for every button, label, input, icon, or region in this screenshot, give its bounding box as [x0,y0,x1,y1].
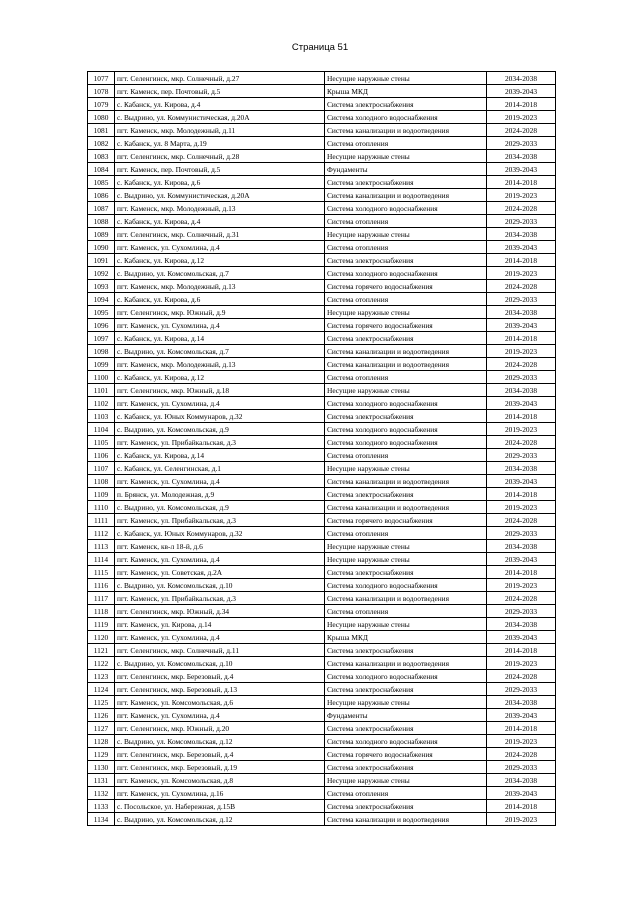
work-type-cell: Система горячего водоснабжения [325,748,487,761]
row-number: 1106 [88,449,115,462]
row-number: 1099 [88,358,115,371]
register-table [87,71,556,826]
work-type-cell: Несущие наружные стены [325,696,487,709]
period-cell: 2034-2038 [487,774,556,787]
row-number: 1117 [88,592,115,605]
period-cell: 2024-2028 [487,202,556,215]
work-type-cell: Система отопления [325,293,487,306]
address-cell: пгт. Селенгинск, мкр. Березовый, д.4 [115,670,325,683]
table-row [88,475,556,488]
period-cell: 2014-2018 [487,722,556,735]
table-row [88,85,556,98]
row-number: 1126 [88,709,115,722]
address-cell: с. Кабанск, ул. Кирова, д.6 [115,293,325,306]
row-number: 1134 [88,813,115,826]
work-type-cell: Фундаменты [325,709,487,722]
row-number: 1090 [88,241,115,254]
address-cell: с. Кабанск, ул. Селенгинская, д.1 [115,462,325,475]
period-cell: 2039-2043 [487,85,556,98]
work-type-cell: Система отопления [325,605,487,618]
address-cell: пгт. Каменск, ул. Прибайкальская, д.3 [115,436,325,449]
address-cell: с. Кабанск, ул. Кирова, д.12 [115,254,325,267]
work-type-cell: Система канализации и водоотведения [325,345,487,358]
period-cell: 2039-2043 [487,631,556,644]
work-type-cell: Система отопления [325,371,487,384]
row-number: 1085 [88,176,115,189]
period-cell: 2014-2018 [487,254,556,267]
address-cell: пгт. Селенгинск, мкр. Березовый, д.13 [115,683,325,696]
table-row [88,410,556,423]
period-cell: 2019-2023 [487,501,556,514]
address-cell: пгт. Каменск, мкр. Молодежный, д.13 [115,358,325,371]
row-number: 1124 [88,683,115,696]
row-number: 1120 [88,631,115,644]
address-cell: с. Выдрино, ул. Комсомольская, д.10 [115,579,325,592]
period-cell: 2024-2028 [487,280,556,293]
work-type-cell: Система отопления [325,449,487,462]
table-row [88,579,556,592]
work-type-cell: Система электроснабжения [325,761,487,774]
table-row [88,137,556,150]
period-cell: 2034-2038 [487,150,556,163]
address-cell: с. Выдрино, ул. Комсомольская, д.12 [115,735,325,748]
row-number: 1131 [88,774,115,787]
table-row [88,202,556,215]
work-type-cell: Фундаменты [325,163,487,176]
row-number: 1092 [88,267,115,280]
work-type-cell: Система канализации и водоотведения [325,592,487,605]
period-cell: 2029-2033 [487,683,556,696]
table-row [88,332,556,345]
row-number: 1094 [88,293,115,306]
address-cell: пгт. Каменск, ул. Сухомлина, д.4 [115,397,325,410]
table-row [88,163,556,176]
row-number: 1083 [88,150,115,163]
address-cell: пгт. Селенгинск, мкр. Южный, д.18 [115,384,325,397]
work-type-cell: Несущие наружные стены [325,72,487,85]
table-row [88,397,556,410]
period-cell: 2014-2018 [487,332,556,345]
period-cell: 2014-2018 [487,98,556,111]
table-row [88,384,556,397]
address-cell: пгт. Каменск, мкр. Молодежный, д.11 [115,124,325,137]
address-cell: с. Кабанск, ул. Кирова, д.4 [115,215,325,228]
address-cell: пгт. Селенгинск, мкр. Южный, д.9 [115,306,325,319]
row-number: 1129 [88,748,115,761]
period-cell: 2034-2038 [487,540,556,553]
period-cell: 2024-2028 [487,358,556,371]
address-cell: с. Кабанск, ул. Юных Коммунаров, д.32 [115,527,325,540]
address-cell: с. Кабанск, ул. 8 Марта, д.19 [115,137,325,150]
row-number: 1128 [88,735,115,748]
period-cell: 2029-2033 [487,215,556,228]
row-number: 1114 [88,553,115,566]
period-cell: 2014-2018 [487,488,556,501]
period-cell: 2034-2038 [487,696,556,709]
work-type-cell: Система отопления [325,527,487,540]
address-cell: пгт. Каменск, ул. Сухомлина, д.4 [115,241,325,254]
address-cell: с. Выдрино, ул. Коммунистическая, д.20А [115,189,325,202]
row-number: 1125 [88,696,115,709]
address-cell: пгт. Каменск, пер. Почтовый, д.5 [115,163,325,176]
work-type-cell: Система горячего водоснабжения [325,280,487,293]
row-number: 1086 [88,189,115,202]
table-row [88,280,556,293]
table-row [88,644,556,657]
table-row [88,566,556,579]
table-row [88,748,556,761]
period-cell: 2029-2033 [487,761,556,774]
work-type-cell: Несущие наружные стены [325,540,487,553]
row-number: 1096 [88,319,115,332]
address-cell: с. Выдрино, ул. Коммунистическая, д.20А [115,111,325,124]
address-cell: с. Выдрино, ул. Комсомольская, д.7 [115,267,325,280]
table-row [88,657,556,670]
period-cell: 2019-2023 [487,111,556,124]
address-cell: пгт. Селенгинск, мкр. Березовый, д.4 [115,748,325,761]
period-cell: 2014-2018 [487,566,556,579]
table-row [88,813,556,826]
work-type-cell: Несущие наружные стены [325,150,487,163]
work-type-cell: Несущие наружные стены [325,774,487,787]
period-cell: 2039-2043 [487,553,556,566]
work-type-cell: Система канализации и водоотведения [325,189,487,202]
row-number: 1102 [88,397,115,410]
address-cell: пгт. Селенгинск, мкр. Южный, д.34 [115,605,325,618]
address-cell: с. Выдрино, ул. Комсомольская, д.7 [115,345,325,358]
address-cell: пгт. Каменск, ул. Сухомлина, д.4 [115,319,325,332]
row-number: 1098 [88,345,115,358]
table-row [88,254,556,267]
row-number: 1088 [88,215,115,228]
table-row [88,553,556,566]
row-number: 1119 [88,618,115,631]
address-cell: с. Кабанск, ул. Кирова, д.6 [115,176,325,189]
work-type-cell: Система электроснабжения [325,800,487,813]
row-number: 1100 [88,371,115,384]
row-number: 1101 [88,384,115,397]
address-cell: с. Выдрино, ул. Комсомольская, д.9 [115,501,325,514]
row-number: 1103 [88,410,115,423]
row-number: 1084 [88,163,115,176]
row-number: 1107 [88,462,115,475]
period-cell: 2024-2028 [487,436,556,449]
period-cell: 2034-2038 [487,228,556,241]
period-cell: 2039-2043 [487,397,556,410]
address-cell: пгт. Каменск, пер. Почтовый, д.5 [115,85,325,98]
row-number: 1077 [88,72,115,85]
period-cell: 2034-2038 [487,618,556,631]
table-row [88,98,556,111]
work-type-cell: Система холодного водоснабжения [325,735,487,748]
address-cell: с. Кабанск, ул. Кирова, д.14 [115,332,325,345]
work-type-cell: Система холодного водоснабжения [325,397,487,410]
row-number: 1105 [88,436,115,449]
table-row [88,423,556,436]
address-cell: с. Выдрино, ул. Комсомольская, д.12 [115,813,325,826]
address-cell: пгт. Каменск, ул. Сухомлина, д.16 [115,787,325,800]
work-type-cell: Система канализации и водоотведения [325,657,487,670]
table-row [88,72,556,85]
row-number: 1112 [88,527,115,540]
work-type-cell: Несущие наружные стены [325,306,487,319]
row-number: 1087 [88,202,115,215]
period-cell: 2029-2033 [487,527,556,540]
period-cell: 2024-2028 [487,514,556,527]
table-row [88,189,556,202]
address-cell: пгт. Селенгинск, мкр. Березовый, д.19 [115,761,325,774]
row-number: 1109 [88,488,115,501]
work-type-cell: Система холодного водоснабжения [325,579,487,592]
row-number: 1104 [88,423,115,436]
table-row [88,683,556,696]
table-row [88,176,556,189]
row-number: 1097 [88,332,115,345]
table-row [88,293,556,306]
work-type-cell: Система электроснабжения [325,488,487,501]
period-cell: 2019-2023 [487,345,556,358]
address-cell: пгт. Селенгинск, мкр. Солнечный, д.11 [115,644,325,657]
register-table-body [88,72,556,826]
address-cell: п. Брянск, ул. Молодежная, д.9 [115,488,325,501]
address-cell: пгт. Селенгинск, мкр. Солнечный, д.27 [115,72,325,85]
period-cell: 2034-2038 [487,306,556,319]
period-cell: 2019-2023 [487,813,556,826]
work-type-cell: Несущие наружные стены [325,384,487,397]
period-cell: 2019-2023 [487,735,556,748]
work-type-cell: Система холодного водоснабжения [325,670,487,683]
period-cell: 2039-2043 [487,787,556,800]
address-cell: пгт. Каменск, ул. Прибайкальская, д.3 [115,514,325,527]
row-number: 1082 [88,137,115,150]
period-cell: 2019-2023 [487,423,556,436]
address-cell: пгт. Каменск, ул. Сухомлина, д.4 [115,475,325,488]
work-type-cell: Несущие наружные стены [325,228,487,241]
row-number: 1115 [88,566,115,579]
address-cell: пгт. Каменск, ул. Комсомольская, д.6 [115,696,325,709]
work-type-cell: Система электроснабжения [325,566,487,579]
work-type-cell: Система электроснабжения [325,98,487,111]
address-cell: с. Кабанск, ул. Кирова, д.14 [115,449,325,462]
period-cell: 2014-2018 [487,176,556,189]
address-cell: пгт. Каменск, ул. Сухомлина, д.4 [115,631,325,644]
address-cell: пгт. Каменск, ул. Кирова, д.14 [115,618,325,631]
work-type-cell: Система горячего водоснабжения [325,514,487,527]
work-type-cell: Система холодного водоснабжения [325,423,487,436]
work-type-cell: Система холодного водоснабжения [325,202,487,215]
table-row [88,696,556,709]
row-number: 1093 [88,280,115,293]
row-number: 1116 [88,579,115,592]
work-type-cell: Система отопления [325,137,487,150]
table-row [88,150,556,163]
table-row [88,345,556,358]
table-row [88,241,556,254]
work-type-cell: Система канализации и водоотведения [325,124,487,137]
table-row [88,449,556,462]
address-cell: с. Выдрино, ул. Комсомольская, д.10 [115,657,325,670]
row-number: 1113 [88,540,115,553]
table-row [88,267,556,280]
period-cell: 2034-2038 [487,72,556,85]
period-cell: 2034-2038 [487,462,556,475]
table-row [88,228,556,241]
work-type-cell: Система отопления [325,787,487,800]
row-number: 1080 [88,111,115,124]
period-cell: 2024-2028 [487,748,556,761]
address-cell: с. Посольское, ул. Набережная, д.15В [115,800,325,813]
address-cell: пгт. Каменск, мкр. Молодежный, д.13 [115,202,325,215]
work-type-cell: Система электроснабжения [325,410,487,423]
work-type-cell: Система канализации и водоотведения [325,501,487,514]
address-cell: пгт. Каменск, мкр. Молодежный, д.13 [115,280,325,293]
period-cell: 2029-2033 [487,449,556,462]
table-row [88,371,556,384]
work-type-cell: Система отопления [325,241,487,254]
table-row [88,514,556,527]
work-type-cell: Система холодного водоснабжения [325,267,487,280]
page-title: Страница 51 [291,42,349,53]
row-number: 1108 [88,475,115,488]
period-cell: 2039-2043 [487,475,556,488]
work-type-cell: Несущие наружные стены [325,553,487,566]
row-number: 1089 [88,228,115,241]
work-type-cell: Крыша МКД [325,85,487,98]
row-number: 1121 [88,644,115,657]
address-cell: с. Выдрино, ул. Комсомольская, д.9 [115,423,325,436]
work-type-cell: Несущие наружные стены [325,462,487,475]
address-cell: пгт. Каменск, кв-л 18-й, д.6 [115,540,325,553]
table-row [88,800,556,813]
work-type-cell: Система электроснабжения [325,332,487,345]
work-type-cell: Система холодного водоснабжения [325,111,487,124]
row-number: 1111 [88,514,115,527]
work-type-cell: Система отопления [325,215,487,228]
period-cell: 2014-2018 [487,644,556,657]
work-type-cell: Система электроснабжения [325,683,487,696]
row-number: 1132 [88,787,115,800]
table-row [88,735,556,748]
work-type-cell: Система канализации и водоотведения [325,475,487,488]
period-cell: 2014-2018 [487,800,556,813]
table-row [88,670,556,683]
row-number: 1081 [88,124,115,137]
table-row [88,709,556,722]
row-number: 1079 [88,98,115,111]
period-cell: 2039-2043 [487,709,556,722]
row-number: 1110 [88,501,115,514]
address-cell: пгт. Селенгинск, мкр. Солнечный, д.28 [115,150,325,163]
period-cell: 2019-2023 [487,267,556,280]
row-number: 1118 [88,605,115,618]
period-cell: 2014-2018 [487,410,556,423]
work-type-cell: Система канализации и водоотведения [325,358,487,371]
table-row [88,618,556,631]
table-row [88,436,556,449]
work-type-cell: Крыша МКД [325,631,487,644]
work-type-cell: Система горячего водоснабжения [325,319,487,332]
work-type-cell: Система электроснабжения [325,722,487,735]
row-number: 1130 [88,761,115,774]
table-row [88,488,556,501]
address-cell: пгт. Каменск, ул. Прибайкальская, д.3 [115,592,325,605]
period-cell: 2029-2033 [487,293,556,306]
work-type-cell: Система электроснабжения [325,176,487,189]
work-type-cell: Несущие наружные стены [325,618,487,631]
table-row [88,592,556,605]
period-cell: 2024-2028 [487,592,556,605]
table-row [88,631,556,644]
table-row [88,501,556,514]
table-row [88,761,556,774]
period-cell: 2019-2023 [487,657,556,670]
row-number: 1133 [88,800,115,813]
address-cell: пгт. Каменск, ул. Сухомлина, д.4 [115,553,325,566]
row-number: 1091 [88,254,115,267]
row-number: 1122 [88,657,115,670]
period-cell: 2024-2028 [487,124,556,137]
work-type-cell: Система электроснабжения [325,644,487,657]
period-cell: 2034-2038 [487,384,556,397]
row-number: 1078 [88,85,115,98]
table-row [88,111,556,124]
address-cell: пгт. Селенгинск, мкр. Южный, д.20 [115,722,325,735]
table-row [88,358,556,371]
work-type-cell: Система холодного водоснабжения [325,436,487,449]
table-row [88,787,556,800]
table-row [88,540,556,553]
table-row [88,527,556,540]
period-cell: 2024-2028 [487,670,556,683]
work-type-cell: Система электроснабжения [325,254,487,267]
address-cell: пгт. Селенгинск, мкр. Солнечный, д.31 [115,228,325,241]
period-cell: 2019-2023 [487,189,556,202]
table-row [88,722,556,735]
table-row [88,462,556,475]
table-row [88,306,556,319]
work-type-cell: Система канализации и водоотведения [325,813,487,826]
address-cell: с. Кабанск, ул. Кирова, д.12 [115,371,325,384]
period-cell: 2029-2033 [487,137,556,150]
period-cell: 2039-2043 [487,163,556,176]
period-cell: 2039-2043 [487,319,556,332]
period-cell: 2019-2023 [487,579,556,592]
row-number: 1127 [88,722,115,735]
row-number: 1123 [88,670,115,683]
period-cell: 2029-2033 [487,605,556,618]
row-number: 1095 [88,306,115,319]
address-cell: пгт. Каменск, ул. Сухомлина, д.4 [115,709,325,722]
table-row [88,215,556,228]
address-cell: с. Кабанск, ул. Кирова, д.4 [115,98,325,111]
table-row [88,319,556,332]
period-cell: 2039-2043 [487,241,556,254]
address-cell: с. Кабанск, ул. Юных Коммунаров, д.32 [115,410,325,423]
address-cell: пгт. Каменск, ул. Комсомольская, д.8 [115,774,325,787]
table-row [88,605,556,618]
table-row [88,774,556,787]
period-cell: 2029-2033 [487,371,556,384]
address-cell: пгт. Каменск, ул. Советская, д.2А [115,566,325,579]
table-row [88,124,556,137]
